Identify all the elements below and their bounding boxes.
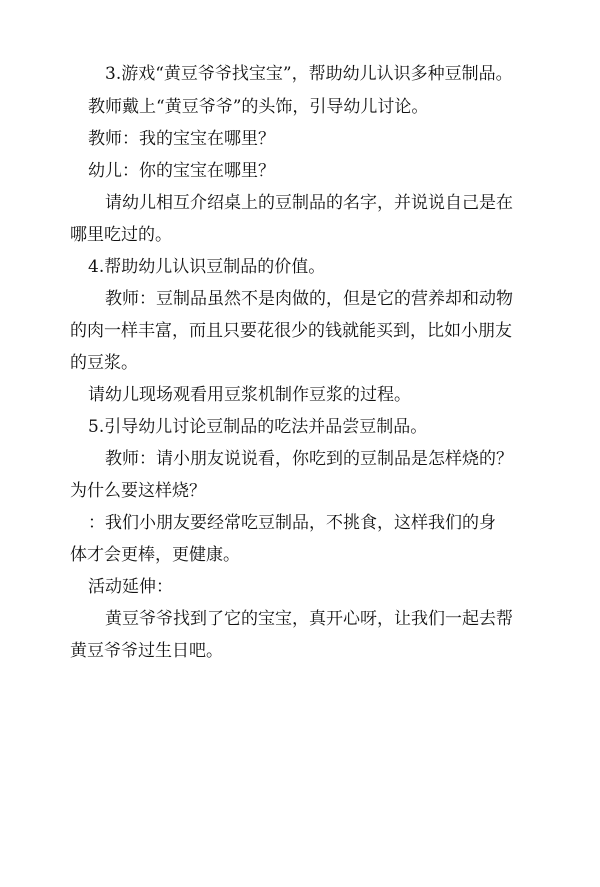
paragraph-line: 黄豆爷爷找到了它的宝宝，真开心呀，让我们一起去帮 (105, 609, 513, 629)
paragraph-line: 请幼儿相互介绍桌上的豆制品的名字，并说说自己是在 (105, 193, 513, 213)
paragraph-line: 的肉一样丰富，而且只要花很少的钱就能买到，比如小朋友 (70, 321, 512, 341)
paragraph-line: 教师戴上“黄豆爷爷”的头饰，引导幼儿讨论。 (88, 97, 429, 117)
paragraph-line: 的豆浆。 (70, 353, 138, 373)
step-5-heading: 5.引导幼儿讨论豆制品的吃法并品尝豆制品。 (88, 417, 428, 437)
paragraph-line: 为什么要这样烧？ (70, 481, 206, 501)
dialogue-teacher: 教师：我的宝宝在哪里？ (88, 129, 275, 149)
paragraph-line: 请幼儿现场观看用豆浆机制作豆浆的过程。 (88, 385, 411, 405)
extension-heading: 活动延伸： (88, 577, 173, 597)
paragraph-line: 体才会更棒，更健康。 (70, 545, 240, 565)
dialogue-child: 幼儿：你的宝宝在哪里？ (88, 161, 275, 181)
step-3-heading: 3.游戏“黄豆爷爷找宝宝”，帮助幼儿认识多种豆制品。 (105, 64, 513, 84)
paragraph-line: 教师：豆制品虽然不是肉做的，但是它的营养却和动物 (105, 289, 513, 309)
paragraph-line: 哪里吃过的。 (70, 225, 172, 245)
paragraph-line: ：我们小朋友要经常吃豆制品，不挑食，这样我们的身 (88, 513, 496, 533)
step-4-heading: 4.帮助幼儿认识豆制品的价值。 (88, 257, 326, 277)
paragraph-line: 黄豆爷爷过生日吧。 (70, 641, 223, 661)
paragraph-line: 教师：请小朋友说说看，你吃到的豆制品是怎样烧的？ (105, 449, 513, 469)
